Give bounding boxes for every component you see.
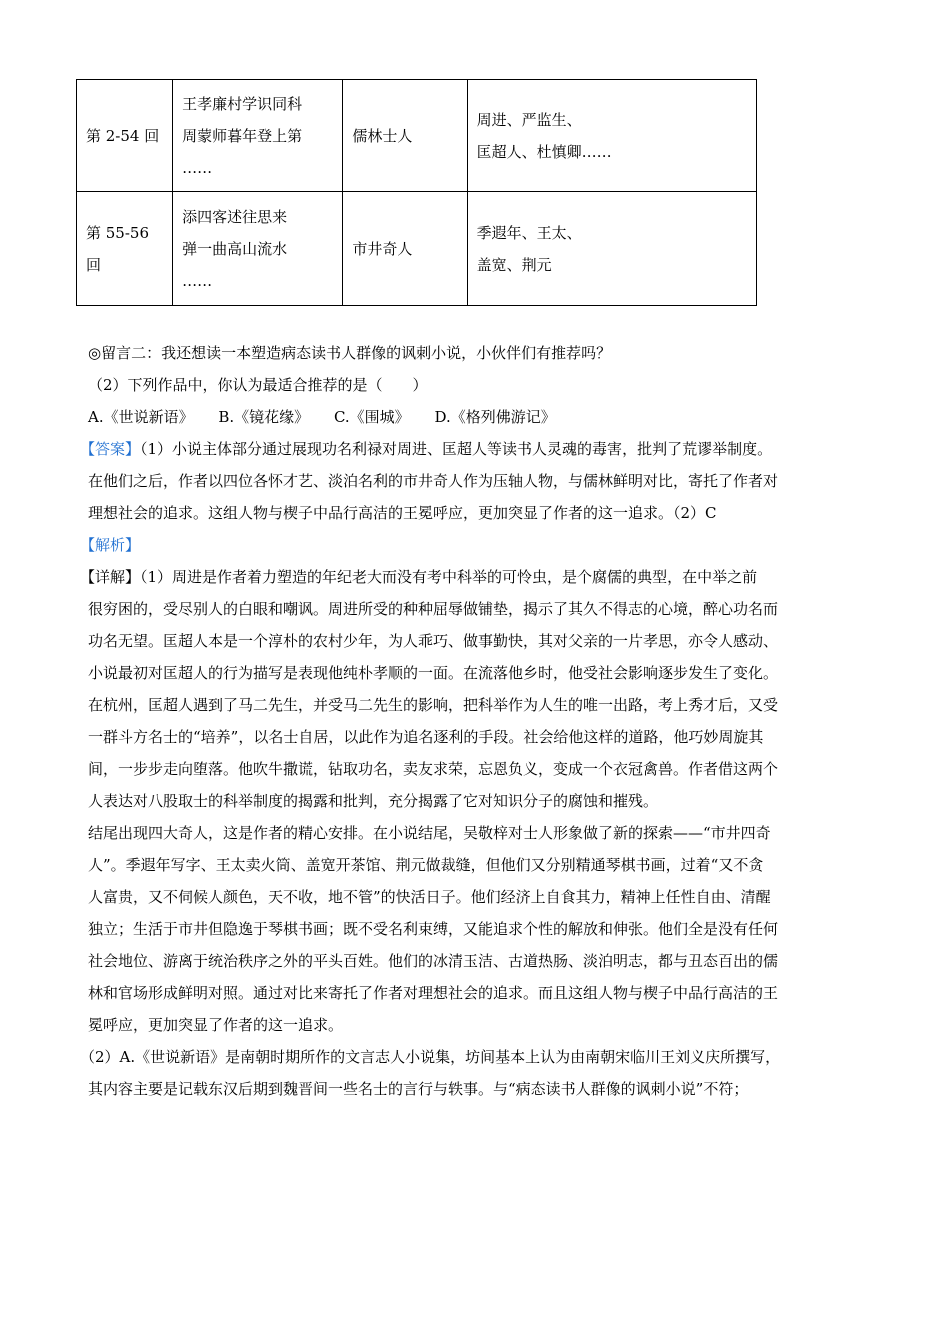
question-two: （2）下列作品中，你认为最适合推荐的是（ ） — [88, 376, 428, 394]
characters-cell: 季遐年、王太、 盖宽、荆元 — [467, 192, 756, 306]
option-b: B.《镜花缘》 — [218, 408, 310, 426]
question-section — [80, 337, 888, 1105]
option-a: A.《世说新语》 — [88, 408, 194, 426]
chapter-table — [76, 79, 757, 306]
detail-line: 在杭州，匡超人遇到了马二先生，并受马二先生的影响，把科举作为人生的唯一出路，考上秀才后，又受 — [88, 696, 779, 714]
answer-line — [80, 433, 888, 465]
answer-line: 在他们之后，作者以四位各怀才艺、淡泊名利的市井奇人作为压轴人物，与儒林鲜明对比，寄托了作者对 — [88, 472, 779, 490]
option-d: D.《格列佛游记》 — [434, 408, 556, 426]
detail-line: 功名无望。匡超人本是一个淳朴的农村少年，为人乖巧、做事勤快，其对父亲的一片孝思，亦令人感动、 — [88, 632, 779, 650]
answer-label: 【答案】 — [80, 440, 141, 458]
option-c: C.《围城》 — [333, 408, 410, 426]
chapter-cell: 第 55-56 回 — [77, 192, 173, 306]
chapter-title-cell: 添四客述往思来 弹一曲高山流水 …… — [173, 192, 343, 306]
detail-line: 人表达对八股取士的科举制度的揭露和批判，充分揭露了它对知识分子的腐蚀和摧残。 — [88, 792, 659, 810]
detail-line — [80, 561, 888, 593]
answer-text: （1）小说主体部分通过展现功名利禄对周进、匡超人等读书人灵魂的毒害，批判了荒谬举制度。 — [140, 440, 773, 458]
message-two: ◎留言二：我还想读一本塑造病态读书人群像的讽刺小说，小伙伴们有推荐吗？ — [88, 344, 612, 362]
chapter-title-cell: 王孝廉村学识同科 周蒙师暮年登上第 …… — [173, 80, 343, 192]
answer-line: 理想社会的追求。这组人物与楔子中品行高洁的王冕呼应，更加突显了作者的这一追求。（2）C — [88, 504, 717, 522]
detail-line: 小说最初对匡超人的行为描写是表现他纯朴孝顺的一面。在流落他乡时，他受社会影响逐步发生了变化。 — [88, 664, 779, 682]
detail-label: 【详解】 — [80, 568, 141, 586]
paragraph-line: 独立；生活于市井但隐逸于琴棋书画；既不受名利束缚，又能追求个性的解放和伸张。他们全是没有任何 — [88, 920, 779, 938]
paragraph-line: 人富贵，又不伺候人颜色，天不收，地不管”的快活日子。他们经济上自食其力，精神上任性自由、清醒 — [88, 888, 771, 906]
detail-line: 间，一步步走向堕落。他吹牛撒谎，钻取功名，卖友求荣，忘恩负义，变成一个衣冠禽兽。作者借这两个 — [88, 760, 779, 778]
characters-cell: 周进、严监生、 匡超人、杜慎卿…… — [467, 80, 756, 192]
analysis-label: 【解析】 — [80, 536, 141, 554]
detail-line: 一群斗方名士的“培养”，以名士自居，以此作为追名逐利的手段。社会给他这样的道路，他巧妙周旋其 — [88, 728, 764, 746]
table-row — [77, 80, 757, 192]
category-cell: 儒林士人 — [343, 80, 467, 192]
category-cell: 市井奇人 — [343, 192, 467, 306]
table-row — [77, 192, 757, 306]
paragraph-line: 冕呼应，更加突显了作者的这一追求。 — [88, 1016, 344, 1034]
paragraph-line: 结尾出现四大奇人，这是作者的精心安排。在小说结尾，吴敬梓对士人形象做了新的探索——“市井四奇 — [88, 824, 771, 842]
paragraph-line: 其内容主要是记载东汉后期到魏晋间一些名士的言行与轶事。与“病态读书人群像的讽刺小说”不符； — [88, 1080, 749, 1098]
detail-line: 很穷困的，受尽别人的白眼和嘲讽。周进所受的种种屈辱做铺垫，揭示了其久不得志的心境，醉心功名而 — [88, 600, 779, 618]
chapter-cell: 第 2-54 回 — [77, 80, 173, 192]
paragraph-line: （2）A.《世说新语》是南朝时期所作的文言志人小说集，坊间基本上认为由南朝宋临川王刘义庆所撰写， — [80, 1048, 781, 1066]
paragraph-line: 社会地位、游离于统治秩序之外的平头百姓。他们的冰清玉洁、古道热肠、淡泊明志，都与丑态百出的儒 — [88, 952, 779, 970]
paragraph-line: 林和官场形成鲜明对照。通过对比来寄托了作者对理想社会的追求。而且这组人物与楔子中品行高洁的王 — [88, 984, 779, 1002]
options-row — [88, 401, 888, 433]
detail-text: （1）周进是作者着力塑造的年纪老大而没有考中科举的可怜虫，是个腐儒的典型，在中举之前 — [140, 568, 758, 586]
paragraph-line: 人”。季遐年写字、王太卖火筒、盖宽开茶馆、荆元做裁缝，但他们又分别精通琴棋书画，过着“又不贪 — [88, 856, 764, 874]
